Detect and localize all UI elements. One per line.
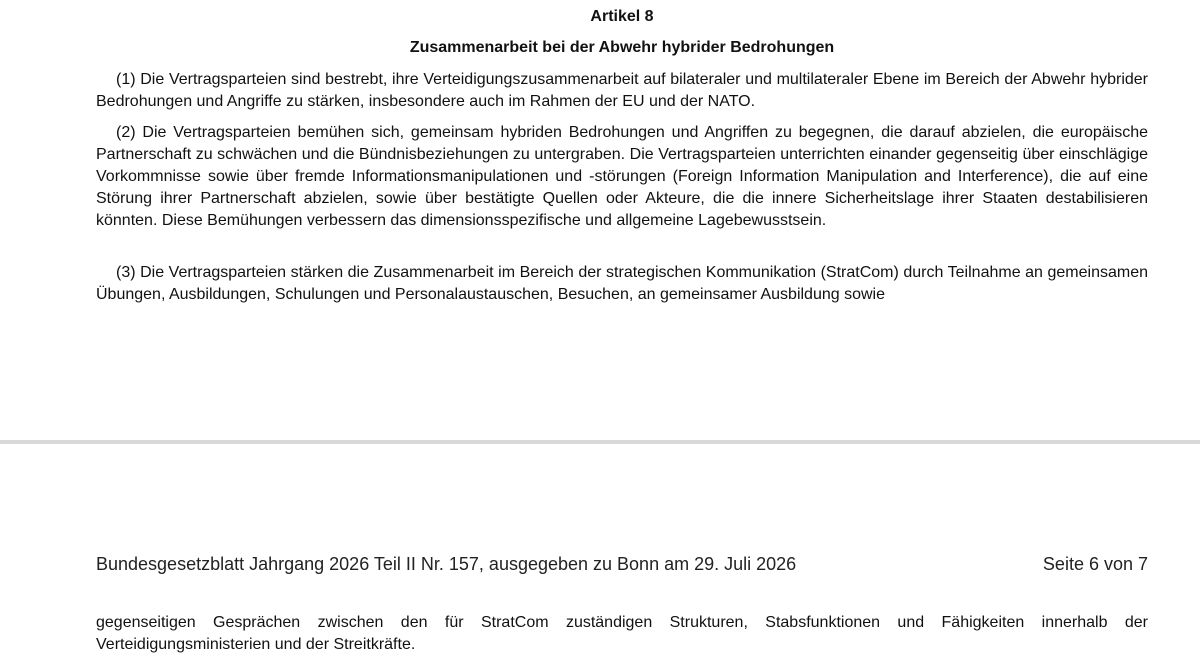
paragraph-1: (1) Die Vertragsparteien sind bestrebt, ihre Verteidigungszusammenarbeit auf bilateraler und multilateraler Ebene im Bereich der Abwehr hybrider Bedrohungen und Angriffe zu stärken, insbesondere auch im Rahmen der EU und der NATO. [96, 71, 1148, 110]
paragraph-3: (3) Die Vertragsparteien stärken die Zusammenarbeit im Bereich der strategischen Kommunikation (StratCom) durch Teilnahme an gemeinsamen Übungen, Ausbildungen, Schulungen und Personalaustauschen, Besuchen, an gemeinsamer Ausbildung sowie [96, 264, 1148, 303]
article-title: Zusammenarbeit bei der Abwehr hybrider Bedrohungen [409, 39, 835, 56]
footer-publication-info: Bundesgesetzblatt Jahrgang 2026 Teil II Nr. 157, ausgegeben zu Bonn am 29. Juli 2026 [96, 554, 797, 574]
footer-page-number: Seite 6 von 7 [1042, 554, 1148, 574]
paragraph-2: (2) Die Vertragsparteien bemühen sich, gemeinsam hybriden Bedrohungen und Angriffen zu begegnen, die darauf abzielen, die europäische Partnerschaft zu schwächen und die Bündnisbeziehungen zu untergraben. Die Vertragsparteien unterrichten einander gegenseitig über einschlägige Vorkommnisse sowie über fremde Informationsmanipulationen und -störungen (Foreign Information Manipulation and Interference), die auf eine Störung ihrer Partnerschaft abzielen, sowie über bestätigte Quellen oder Akteure, die die innere Sicherheitslage ihrer Staaten destabilisieren könnten. Diese Bemühungen verbessern das dimensionsspezifische und allgemeine Lagebewusstsein. [96, 124, 1148, 229]
paragraph-3-continuation: gegenseitigen Gesprächen zwischen den für StratCom zuständigen Strukturen, Stabsfunktionen und Fähigkeiten innerhalb der Verteidigungsministerien und der Streitkräfte. [96, 614, 1148, 653]
article-number: Artikel 8 [590, 8, 654, 25]
page-footer [96, 552, 1148, 576]
page-separator [0, 440, 1200, 444]
